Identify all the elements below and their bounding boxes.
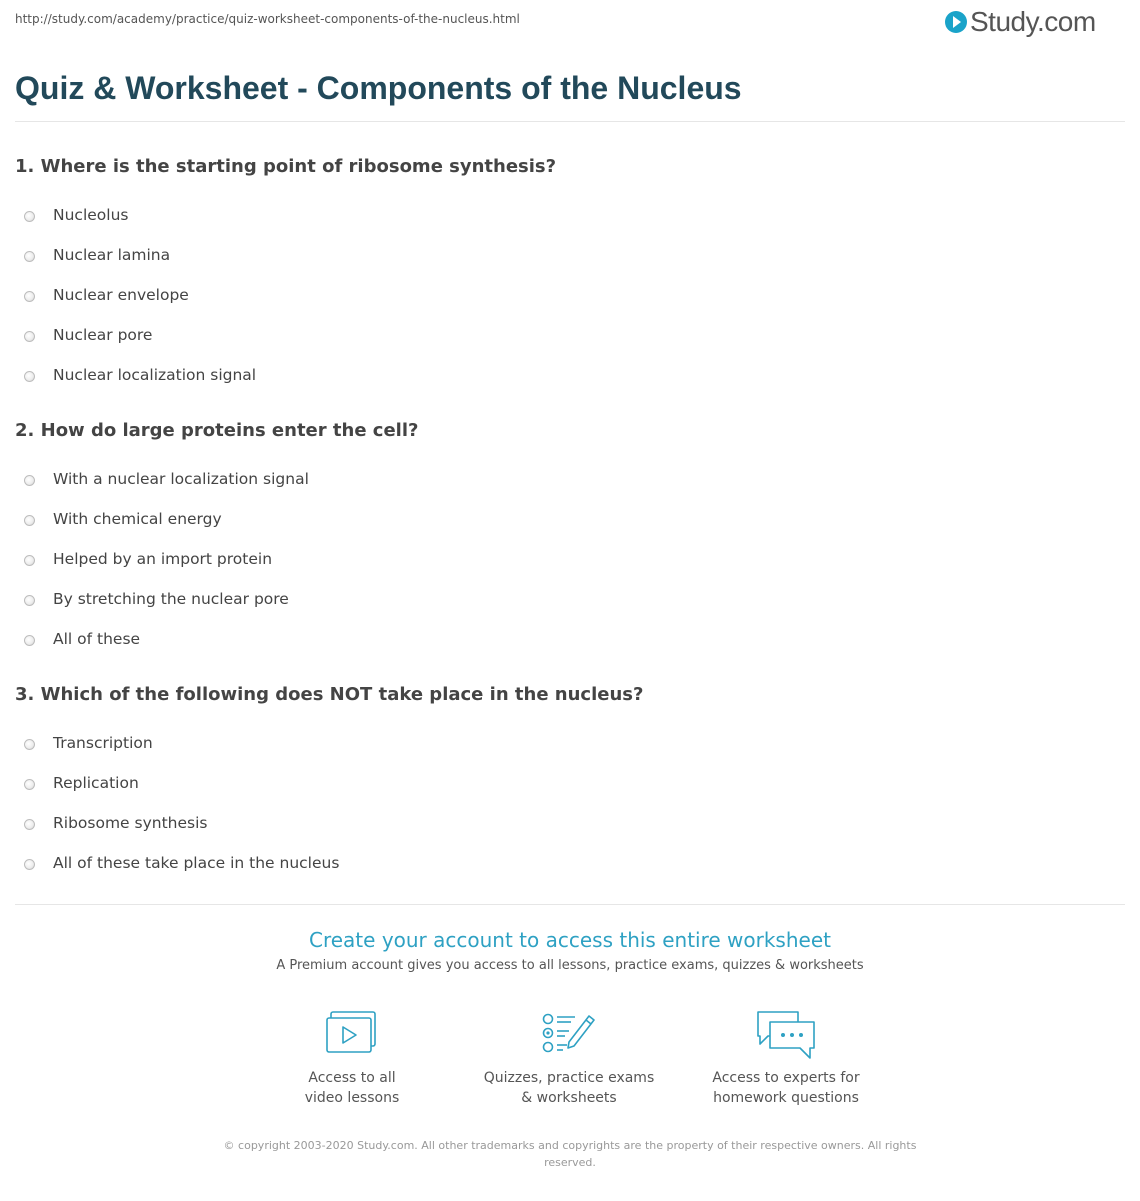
radio-button[interactable] [24,331,35,342]
question-title: 2. How do large proteins enter the cell? [15,420,419,441]
question-2 [15,419,1115,660]
feature-line: Access to experts for [712,1070,860,1086]
radio-button[interactable] [24,635,35,646]
chat-experts-icon [754,1010,818,1062]
option-label: With chemical energy [53,510,222,528]
radio-button[interactable] [24,251,35,262]
answer-option[interactable] [15,500,1115,540]
option-label: Nucleolus [53,206,129,224]
radio-button[interactable] [24,371,35,382]
option-label: With a nuclear localization signal [53,470,309,488]
answer-option[interactable] [15,236,1115,276]
option-label: All of these [53,630,141,648]
radio-button[interactable] [24,515,35,526]
radio-button[interactable] [24,779,35,790]
answer-option[interactable] [15,764,1115,804]
radio-button[interactable] [24,739,35,750]
feature-line: & worksheets [521,1090,617,1106]
play-logo-icon [945,11,967,33]
radio-button[interactable] [24,555,35,566]
answer-option[interactable] [15,316,1115,356]
answer-options [15,460,1115,660]
cta-subtitle: A Premium account gives you access to all lessons, practice exams, quizzes & worksheets [276,958,864,973]
option-label: Nuclear lamina [53,246,171,264]
radio-button[interactable] [24,819,35,830]
question-title: 3. Which of the following does NOT take place in the nucleus? [15,684,644,705]
question-1 [15,155,1115,396]
radio-button[interactable] [24,859,35,870]
feature-quizzes [469,1010,669,1108]
answer-option[interactable] [15,844,1115,884]
answer-options [15,724,1115,884]
option-label: Nuclear localization signal [53,366,257,384]
radio-button[interactable] [24,595,35,606]
copyright-footer [200,1137,940,1171]
answer-option[interactable] [15,540,1115,580]
answer-option[interactable] [15,276,1115,316]
quiz-worksheet-icon [541,1010,597,1058]
feature-experts [686,1010,886,1108]
video-lessons-icon [325,1010,379,1058]
answer-option[interactable] [15,196,1115,236]
answer-option[interactable] [15,580,1115,620]
answer-option[interactable] [15,620,1115,660]
cta-title-link[interactable]: Create your account to access this entire worksheet [309,928,831,952]
answer-option[interactable] [15,356,1115,396]
option-label: Helped by an import protein [53,550,273,568]
title-divider [15,121,1125,122]
logo-text: Study.com [970,6,1096,37]
footer-line: © copyright 2003-2020 Study.com. All other trademarks and copyrights are the property of their respective owners. All rights [223,1139,917,1152]
study-logo[interactable] [945,6,1096,38]
footer-line: reserved. [544,1156,596,1169]
premium-cta [0,928,1140,973]
feature-line: Access to all [308,1070,396,1086]
feature-line: video lessons [304,1090,400,1106]
answer-option[interactable] [15,724,1115,764]
option-label: Nuclear pore [53,326,153,344]
option-label: Transcription [53,734,153,752]
radio-button[interactable] [24,291,35,302]
feature-line: homework questions [713,1090,859,1106]
radio-button[interactable] [24,475,35,486]
option-label: Ribosome synthesis [53,814,208,832]
option-label: All of these take place in the nucleus [53,854,340,872]
question-3 [15,683,1115,884]
question-title: 1. Where is the starting point of ribosome synthesis? [15,156,557,177]
answer-option[interactable] [15,460,1115,500]
option-label: Nuclear envelope [53,286,189,304]
feature-video-lessons [252,1010,452,1108]
answer-options [15,196,1115,396]
option-label: Replication [53,774,139,792]
radio-button[interactable] [24,211,35,222]
option-label: By stretching the nuclear pore [53,590,289,608]
page-url: http://study.com/academy/practice/quiz-worksheet-components-of-the-nucleus.html [15,12,520,26]
cta-divider [15,904,1125,905]
answer-option[interactable] [15,804,1115,844]
feature-line: Quizzes, practice exams [483,1070,655,1086]
page-title: Quiz & Worksheet - Components of the Nucleus [15,70,742,106]
